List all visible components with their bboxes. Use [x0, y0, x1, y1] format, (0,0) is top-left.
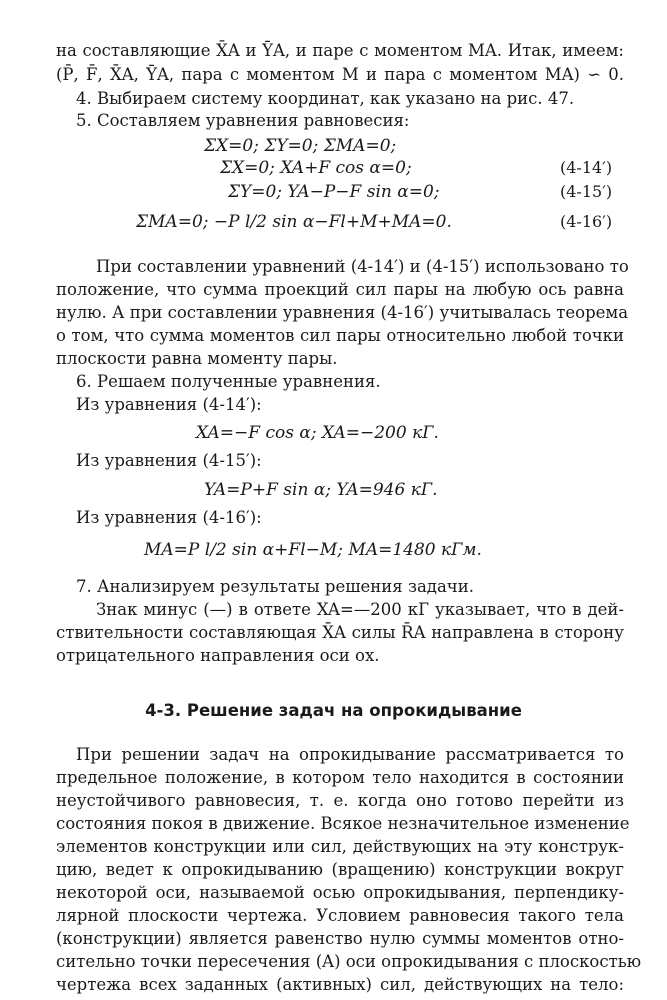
- paragraph-3-line-2: предельное положение, в котором тело находится в состоянии: [56, 768, 624, 787]
- paragraph-1-line-3: нулю. А при составлении уравнения (4-16′) учитывалась теорема: [56, 303, 629, 322]
- from-equation-3: Из уравнения (4-16′):: [76, 508, 262, 527]
- paragraph-2-line-2: ствительности составляющая X̄A силы R̄A направлена в сторону: [56, 623, 624, 642]
- paragraph-3-line-3: неустойчивого равновесия, т. е. когда оно готово перейти из: [56, 791, 624, 810]
- paragraph-3-line-9: (конструкции) является равенство нулю суммы моментов отно-: [56, 929, 624, 948]
- text-line-1: [56, 40, 624, 62]
- paragraph-1-line-4: о том, что сумма моментов сил пары относительно любой точки: [56, 326, 624, 345]
- paragraph-3-line-8: лярной плоскости чертежа. Условием равновесия такого тела: [56, 906, 624, 925]
- equation-4-14: ΣX=0; XA+F cos α=0;: [220, 158, 412, 178]
- paragraph-2-line-3: отрицательного направления оси ox.: [56, 646, 380, 665]
- equation-4-16: ΣMA=0; −P l/2 sin α−Fl+M+MA=0.: [136, 212, 452, 232]
- step-6: 6. Решаем полученные уравнения.: [76, 372, 381, 391]
- equation-number-4-14: (4-14′): [560, 158, 613, 177]
- result-xa: XA=−F cos α; XA=−200 кГ.: [196, 423, 439, 443]
- equation-number-4-15: (4-15′): [560, 182, 613, 201]
- paragraph-1-line-5: плоскости равна моменту пары.: [56, 349, 338, 368]
- step-7: 7. Анализируем результаты решения задачи.: [76, 577, 474, 596]
- text-line-2-content: (P̄, F̄, X̄A, ȲA, пара с моментом M и пара с моментом MA) ∽ 0.: [56, 65, 624, 84]
- text-line-2: [56, 64, 624, 86]
- step-5: 5. Составляем уравнения равновесия:: [76, 111, 410, 130]
- from-equation-2: Из уравнения (4-15′):: [76, 451, 262, 470]
- equation-number-4-16: (4-16′): [560, 212, 613, 231]
- paragraph-3-line-7: некоторой оси, называемой осью опрокидывания, перпендику-: [56, 883, 624, 902]
- result-ma: MA=P l/2 sin α+Fl−M; MA=1480 кГм.: [144, 540, 482, 560]
- paragraph-3-line-6: цию, ведет к опрокидыванию (вращению) конструкции вокруг: [56, 860, 624, 879]
- text-line-1-content: на составляющие X̄A и ȲA, и паре с моментом MA. Итак, имеем:: [56, 41, 624, 60]
- paragraph-3-line-4: состояния покоя в движение. Всякое незначительное изменение: [56, 814, 630, 833]
- equation-4-15: ΣY=0; YA−P−F sin α=0;: [228, 182, 440, 202]
- paragraph-2-line-1: Знак минус (—) в ответе XA=—200 кГ указывает, что в дей-: [96, 600, 624, 619]
- paragraph-1-line-2: положение, что сумма проекций сил пары на любую ось равна: [56, 280, 624, 299]
- paragraph-1-line-1: При составлении уравнений (4-14′) и (4-15′) использовано то: [96, 257, 629, 276]
- paragraph-3-line-11: чертежа всех заданных (активных) сил, действующих на тело:: [56, 975, 624, 994]
- result-ya: YA=P+F sin α; YA=946 кГ.: [204, 480, 438, 500]
- paragraph-3-line-5: элементов конструкции или сил, действующих на эту конструк-: [56, 837, 624, 856]
- paragraph-3-line-1: При решении задач на опрокидывание рассматривается то: [76, 745, 624, 764]
- step-4: 4. Выбираем систему координат, как указано на рис. 47.: [76, 89, 575, 108]
- equation-equilibrium-set: ΣX=0; ΣY=0; ΣMA=0;: [204, 136, 397, 156]
- paragraph-3-line-10: сительно точки пересечения (A) оси опрокидывания с плоскостью: [56, 952, 642, 971]
- from-equation-1: Из уравнения (4-14′):: [76, 395, 262, 414]
- section-heading: 4-3. Решение задач на опрокидывание: [145, 701, 522, 720]
